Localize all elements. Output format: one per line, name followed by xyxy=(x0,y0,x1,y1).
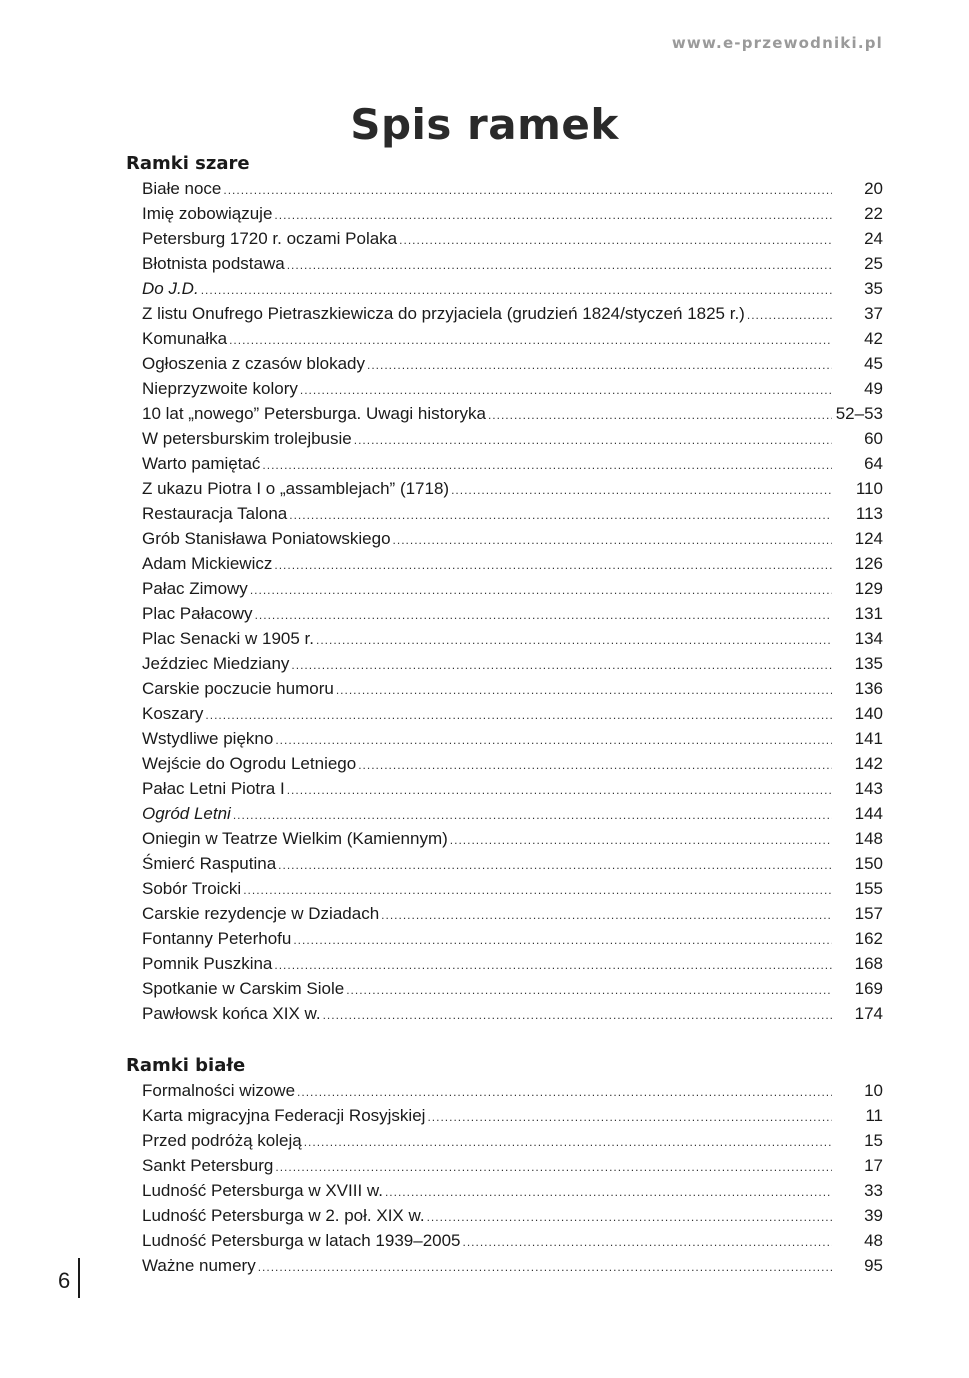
toc-entry-page: 42 xyxy=(864,329,883,348)
toc-entry xyxy=(126,876,883,901)
toc-entry xyxy=(126,551,883,576)
dot-leader xyxy=(399,228,832,253)
toc-entry xyxy=(126,351,883,376)
toc-entry-page: 143 xyxy=(854,779,883,798)
toc-entry-page: 134 xyxy=(854,629,883,648)
dot-leader xyxy=(250,578,832,603)
toc-entry-page: 20 xyxy=(864,179,883,198)
toc-entry-label: Spotkanie w Carskim Siole xyxy=(142,979,345,998)
toc-entry-label: Nieprzyzwoite kolory xyxy=(142,379,298,398)
toc-entry xyxy=(126,376,883,401)
toc-entry-page: 155 xyxy=(854,879,883,898)
toc-entry-page: 144 xyxy=(854,804,883,823)
dot-leader xyxy=(291,653,832,678)
dot-leader xyxy=(323,1003,832,1028)
toc-entry-page: 17 xyxy=(864,1156,883,1175)
toc-entry-page: 136 xyxy=(854,679,883,698)
dot-leader xyxy=(233,803,832,828)
toc-entry-page: 35 xyxy=(864,279,883,298)
dot-leader xyxy=(274,553,832,578)
toc-entry-label: Oniegin w Teatrze Wielkim (Kamiennym) xyxy=(142,829,448,848)
dot-leader xyxy=(289,503,832,528)
dot-leader xyxy=(346,978,832,1003)
dot-leader xyxy=(367,353,832,378)
dot-leader xyxy=(278,853,832,878)
toc-entry-page: 113 xyxy=(855,504,883,523)
toc-entry-label: Śmierć Rasputina xyxy=(142,854,277,873)
toc-entry-page: 15 xyxy=(864,1131,883,1150)
dot-leader xyxy=(336,678,832,703)
toc-entry-page: 39 xyxy=(864,1206,883,1225)
toc-entry-label: Ludność Petersburga w latach 1939–2005 xyxy=(142,1231,461,1250)
dot-leader xyxy=(201,278,832,303)
toc-entry-label: Pawłowsk końca XIX w. xyxy=(142,1004,321,1023)
toc-entry-page: 157 xyxy=(854,904,883,923)
dot-leader xyxy=(258,1255,832,1280)
toc-entry xyxy=(126,676,883,701)
page-number: 6 xyxy=(58,1268,71,1293)
toc-entry xyxy=(126,226,883,251)
dot-leader xyxy=(275,1155,832,1180)
toc-entry xyxy=(126,576,883,601)
toc-entry xyxy=(126,826,883,851)
toc-entry-label: Błotnista podstawa xyxy=(142,254,285,273)
toc-entry xyxy=(126,1253,883,1278)
toc-entry-label: Grób Stanisława Poniatowskiego xyxy=(142,529,391,548)
toc-entry xyxy=(126,751,883,776)
toc-entry-page: 150 xyxy=(854,854,883,873)
toc-entry-label: Pałac Zimowy xyxy=(142,579,248,598)
toc-entry xyxy=(126,301,883,326)
toc-entry-page: 126 xyxy=(854,554,883,573)
toc-entry-page: 48 xyxy=(864,1231,883,1250)
dot-leader xyxy=(488,403,832,428)
toc-entry-page: 60 xyxy=(864,429,883,448)
toc-entry-page: 49 xyxy=(864,379,883,398)
toc-entry-label: Jeździec Miedziany xyxy=(142,654,290,673)
toc-entry xyxy=(126,451,883,476)
toc-entry xyxy=(126,201,883,226)
dot-leader xyxy=(451,478,832,503)
toc-entry-label: Carskie poczucie humoru xyxy=(142,679,334,698)
dot-leader xyxy=(274,203,832,228)
toc-entry-label: Pałac Letni Piotra I xyxy=(142,779,285,798)
toc-entry xyxy=(126,176,883,201)
toc-entry-page: 25 xyxy=(864,254,883,273)
dot-leader xyxy=(385,1180,832,1205)
section-heading: Ramki szare xyxy=(126,153,250,174)
toc-entry-page: 24 xyxy=(864,229,883,248)
dot-leader xyxy=(358,753,832,778)
toc-entry-label: W petersburskim trolejbusie xyxy=(142,429,352,448)
section-white-boxes xyxy=(126,1053,883,1278)
toc-entry-page: 148 xyxy=(854,829,883,848)
toc-entry-page: 37 xyxy=(864,304,883,323)
toc-entry xyxy=(126,776,883,801)
toc-entry-label: Przed podróżą koleją xyxy=(142,1131,302,1150)
toc-entry-label: Z ukazu Piotra I o „assamblejach” (1718) xyxy=(142,479,450,498)
toc-entry-label: Wejście do Ogrodu Letniego xyxy=(142,754,357,773)
toc-entry-page: 129 xyxy=(854,579,883,598)
dot-leader xyxy=(297,1080,832,1105)
dot-leader xyxy=(463,1230,832,1255)
toc-entry-page: 10 xyxy=(864,1081,883,1100)
toc-entry xyxy=(126,251,883,276)
toc-entry-label: Ludność Petersburga w 2. poł. XIX w. xyxy=(142,1206,425,1225)
toc-entry xyxy=(126,1153,883,1178)
section-gray-boxes xyxy=(126,151,883,1026)
toc-entry xyxy=(126,1001,883,1026)
toc-entry-label: Białe noce xyxy=(142,179,222,198)
dot-leader xyxy=(316,628,832,653)
toc-entry-page: 140 xyxy=(854,704,883,723)
toc-entry-label: Adam Mickiewicz xyxy=(142,554,273,573)
toc-entry xyxy=(126,926,883,951)
toc-entry-page: 95 xyxy=(864,1256,883,1275)
toc-entry xyxy=(126,401,883,426)
toc-entry xyxy=(126,626,883,651)
toc-list xyxy=(126,1078,883,1278)
dot-leader xyxy=(393,528,832,553)
toc-entry xyxy=(126,276,883,301)
toc-entry-label: Do J.D. xyxy=(142,279,199,298)
toc-entry-page: 135 xyxy=(854,654,883,673)
toc-entry xyxy=(126,651,883,676)
toc-entry-label: Ogłoszenia z czasów blokady xyxy=(142,354,366,373)
dot-leader xyxy=(287,778,832,803)
toc-entry xyxy=(126,901,883,926)
toc-entry-label: Petersburg 1720 r. oczami Polaka xyxy=(142,229,398,248)
dot-leader xyxy=(274,953,832,978)
toc-entry xyxy=(126,526,883,551)
toc-entry-label: Restauracja Talona xyxy=(142,504,288,523)
dot-leader xyxy=(229,328,832,353)
toc-entry-label: Z listu Onufrego Pietraszkiewicza do przyjaciela (grudzień 1824/styczeń 1825 r.) xyxy=(142,304,745,323)
toc-entry xyxy=(126,1203,883,1228)
toc-entry xyxy=(126,326,883,351)
dot-leader xyxy=(255,603,832,628)
toc-entry-page: 169 xyxy=(854,979,883,998)
dot-leader xyxy=(304,1130,832,1155)
toc-entry-label: Carskie rezydencje w Dziadach xyxy=(142,904,380,923)
toc-entry xyxy=(126,476,883,501)
dot-leader xyxy=(287,253,832,278)
toc-entry xyxy=(126,1078,883,1103)
toc-entry xyxy=(126,726,883,751)
toc-entry-label: Warto pamiętać xyxy=(142,454,261,473)
toc-entry-page: 131 xyxy=(854,604,883,623)
toc-entry-page: 124 xyxy=(854,529,883,548)
toc-entry-label: Plac Senacki w 1905 r. xyxy=(142,629,314,648)
toc-entry-label: Ważne numery xyxy=(142,1256,256,1275)
dot-leader xyxy=(300,378,832,403)
toc-entry-page: 64 xyxy=(864,454,883,473)
toc-entry-page: 162 xyxy=(854,929,883,948)
dot-leader xyxy=(450,828,832,853)
page-title: Spis ramek xyxy=(350,100,619,150)
dot-leader xyxy=(205,703,832,728)
toc-entry-label: Formalności wizowe xyxy=(142,1081,296,1100)
toc-entry-label: 10 lat „nowego” Petersburga. Uwagi historyka xyxy=(142,404,486,423)
toc-entry-page: 11 xyxy=(865,1106,883,1125)
toc-entry-page: 110 xyxy=(855,479,883,498)
toc-list xyxy=(126,176,883,1026)
toc-entry-label: Sankt Petersburg xyxy=(142,1156,274,1175)
toc-entry xyxy=(126,1228,883,1253)
toc-entry-label: Wstydliwe piękno xyxy=(142,729,274,748)
toc-entry-page: 33 xyxy=(864,1181,883,1200)
toc-entry-label: Fontanny Peterhofu xyxy=(142,929,292,948)
page-number-rule xyxy=(78,1258,80,1298)
toc-entry-page: 141 xyxy=(854,729,883,748)
dot-leader xyxy=(262,453,832,478)
toc-entry xyxy=(126,601,883,626)
toc-entry-page: 22 xyxy=(864,204,883,223)
toc-entry xyxy=(126,426,883,451)
toc-entry-page: 142 xyxy=(854,754,883,773)
toc-entry-page: 52–53 xyxy=(835,404,883,423)
toc-entry xyxy=(126,976,883,1001)
toc-entry xyxy=(126,501,883,526)
dot-leader xyxy=(243,878,832,903)
dot-leader xyxy=(427,1105,832,1130)
dot-leader xyxy=(275,728,832,753)
toc-entry-label: Komunałka xyxy=(142,329,228,348)
dot-leader xyxy=(427,1205,832,1230)
section-heading: Ramki białe xyxy=(126,1055,246,1076)
dot-leader xyxy=(223,178,832,203)
toc-entry-label: Imię zobowiązuje xyxy=(142,204,273,223)
toc-entry xyxy=(126,1103,883,1128)
toc-entry-label: Pomnik Puszkina xyxy=(142,954,273,973)
toc-entry-label: Koszary xyxy=(142,704,204,723)
dot-leader xyxy=(747,303,832,328)
toc-entry xyxy=(126,701,883,726)
toc-entry xyxy=(126,951,883,976)
toc-entry-label: Ogród Letni xyxy=(142,804,231,823)
toc-entry-label: Sobór Troicki xyxy=(142,879,242,898)
toc-entry xyxy=(126,1128,883,1153)
toc-entry xyxy=(126,801,883,826)
dot-leader xyxy=(354,428,832,453)
toc-entry xyxy=(126,1178,883,1203)
toc-entry-label: Karta migracyjna Federacji Rosyjskiej xyxy=(142,1106,426,1125)
site-url: www.e-przewodniki.pl xyxy=(671,34,883,52)
toc-entry-page: 168 xyxy=(854,954,883,973)
toc-entry-page: 174 xyxy=(854,1004,883,1023)
dot-leader xyxy=(381,903,832,928)
toc-entry-label: Plac Pałacowy xyxy=(142,604,253,623)
toc-entry-label: Ludność Petersburga w XVIII w. xyxy=(142,1181,383,1200)
toc-entry xyxy=(126,851,883,876)
toc-entry-page: 45 xyxy=(864,354,883,373)
dot-leader xyxy=(293,928,832,953)
